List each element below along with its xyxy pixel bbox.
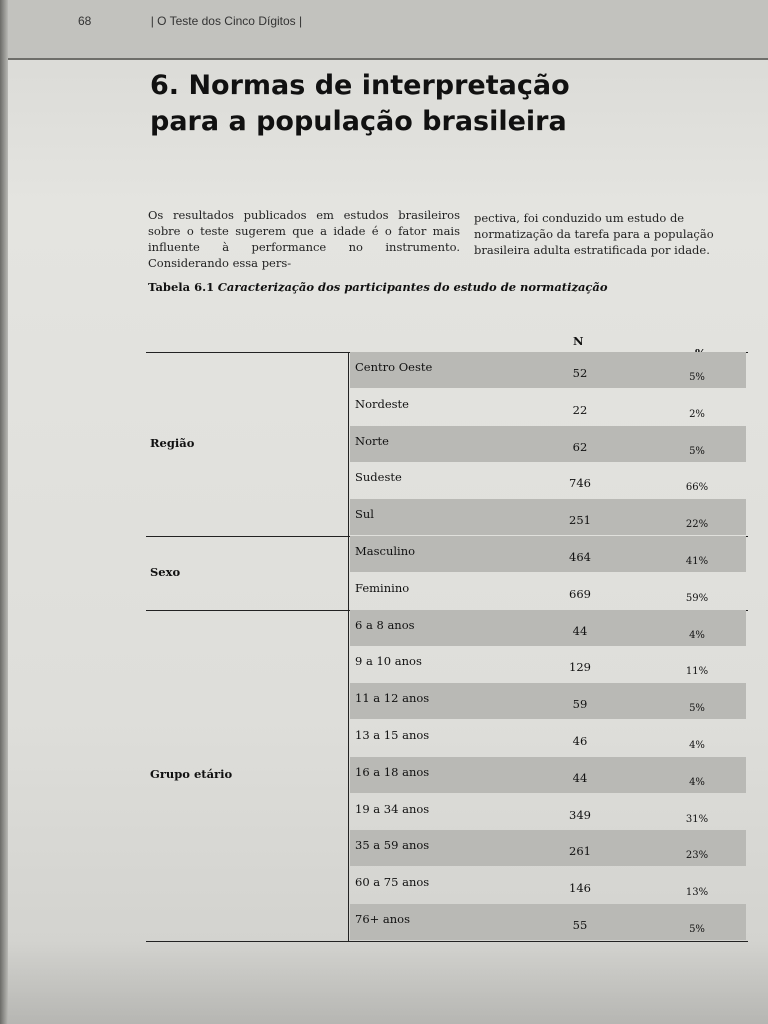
page-number: 68 [78,14,92,28]
table-row [350,536,746,572]
chapter-title-line-2: para a população brasileira [150,106,567,137]
table-row [350,720,746,756]
column-header-n: N [573,334,584,348]
row-label: Norte [355,433,389,448]
row-n-value: 44 [572,623,588,638]
row-label: Masculino [355,544,416,558]
body-text-column-1: Os resultados publicados em estudos brasileiros sobre o teste sugerem que a idade é o fator mais influente à performance no instrumento. Considerando essa pers- [148,208,460,270]
row-n-value: 746 [569,476,591,491]
row-n-value: 59 [572,697,588,712]
chapter-title-line-1: 6. Normas de interpretação [150,70,570,101]
table-row [350,389,746,425]
row-percent-value: 22% [685,519,709,531]
row-percent-value: 4% [689,776,705,788]
row-n-value: 22 [572,402,588,417]
row-label: 6 a 8 anos [355,617,415,632]
book-title: | O Teste dos Cinco Dígitos | [150,14,303,28]
row-n-value: 44 [572,770,588,785]
row-percent-value: 5% [689,924,705,935]
row-percent-value: 13% [685,887,709,899]
row-n-value: 669 [569,586,591,601]
table-row [350,830,746,866]
table-caption-label: Tabela 6.1 [148,280,215,294]
row-n-value: 464 [569,550,591,564]
row-label: 9 a 10 anos [355,654,422,669]
row-label: 60 a 75 anos [355,875,430,890]
row-n-value: 46 [572,734,588,748]
table-row [350,646,746,682]
table-caption-text: Caracterização dos participantes do estudo de normatização [217,280,608,294]
table-row [350,352,746,388]
table-row [350,499,746,535]
row-percent-value: 31% [685,813,709,825]
row-percent-value: 2% [689,408,705,420]
table-row [350,904,746,940]
row-n-value: 349 [569,807,591,822]
row-label: 11 a 12 anos [355,691,430,706]
row-n-value: 55 [572,918,588,932]
row-n-value: 251 [569,513,591,528]
group-label-0: Região [150,436,195,450]
row-label: 35 a 59 anos [355,838,430,853]
row-percent-value: 41% [685,556,709,567]
group-label-1: Sexo [150,564,181,579]
row-label: 76+ anos [355,912,411,926]
page-shadow [8,940,768,1024]
group-divider-rule [146,941,748,942]
chapter-title [150,68,570,140]
row-n-value: 146 [569,881,591,896]
row-percent-value: 23% [685,850,709,862]
table-row [350,683,746,719]
row-percent-value: 4% [689,740,705,751]
row-n-value: 52 [572,366,588,380]
table-caption [148,280,608,294]
table-row [350,426,746,462]
row-percent-value: 59% [685,592,709,604]
row-n-value: 129 [569,660,591,675]
row-percent-value: 5% [689,703,705,715]
group-label-2: Grupo etário [150,767,233,782]
table-row [350,573,746,609]
row-label: Nordeste [355,396,409,411]
previous-page-edge [8,0,768,60]
row-label: Sudeste [355,470,402,485]
table-row [350,610,746,646]
table-row [350,757,746,793]
row-label: 19 a 34 anos [355,801,430,816]
row-percent-value: 66% [685,482,709,494]
row-percent-value: 5% [689,445,705,457]
row-n-value: 62 [572,439,588,454]
row-label: 13 a 15 anos [355,728,430,742]
row-label: Feminino [355,580,410,595]
row-percent-value: 5% [689,372,705,383]
table-row [350,794,746,830]
row-percent-value: 11% [685,666,709,678]
body-text-column-2: pectiva, foi conduzido um estudo de normatização da tarefa para a população brasileira adulta estratificada por idade. [474,211,714,257]
table-row [350,867,746,903]
row-n-value: 261 [569,844,591,859]
table-row [350,462,746,498]
table-vertical-rule [348,352,349,941]
row-label: Sul [355,507,374,522]
row-percent-value: 4% [689,629,705,641]
running-head [78,14,302,28]
row-label: 16 a 18 anos [355,764,430,779]
row-label: Centro Oeste [355,360,433,374]
